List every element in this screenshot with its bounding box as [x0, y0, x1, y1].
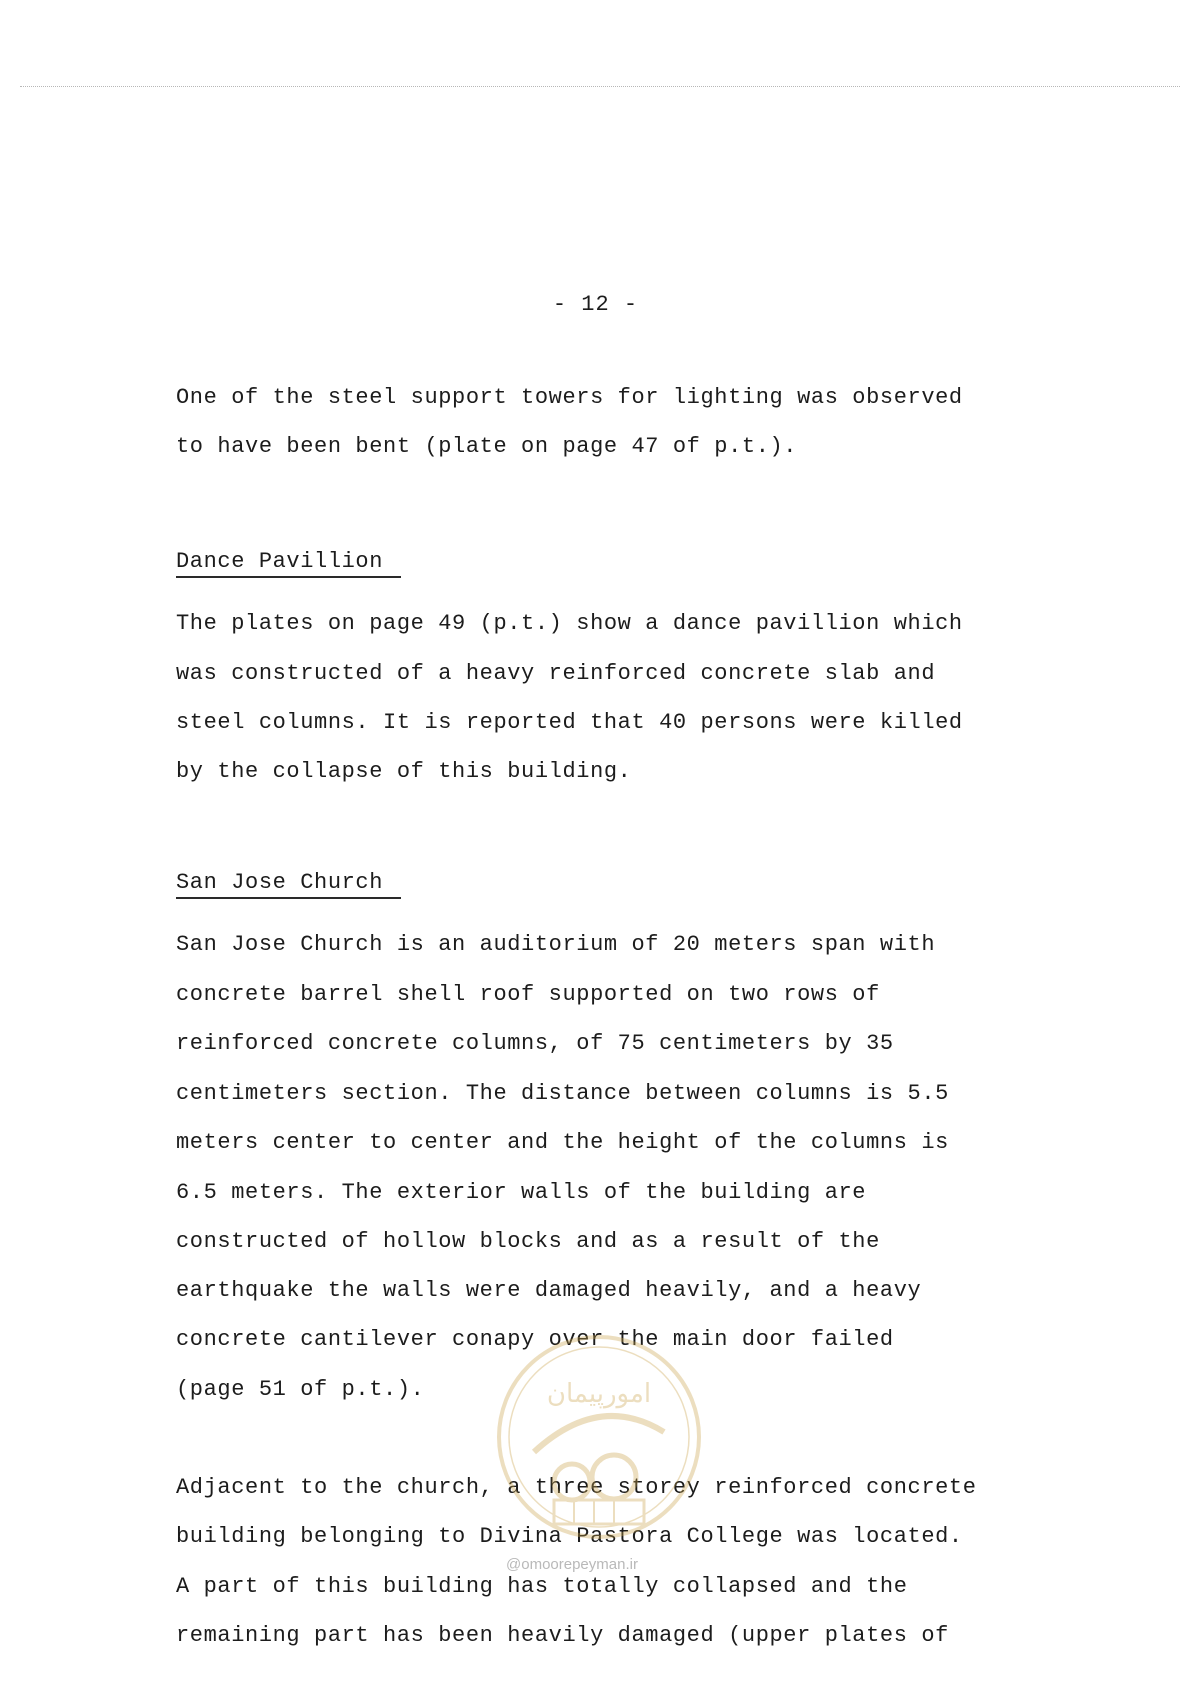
section-heading-dance-pavillion: Dance Pavillion [176, 548, 401, 578]
church-line: concrete barrel shell roof supported on two rows of [176, 982, 880, 1007]
church-line: reinforced concrete columns, of 75 centimeters by 35 [176, 1031, 894, 1056]
college-line: A part of this building has totally collapsed and the [176, 1574, 908, 1599]
dance-line: steel columns. It is reported that 40 persons were killed [176, 710, 963, 735]
watermark-caption: @omoorepeyman.ir [506, 1556, 638, 1573]
church-line: San Jose Church is an auditorium of 20 meters span with [176, 932, 936, 957]
dance-line: The plates on page 49 (p.t.) show a dance pavillion which [176, 611, 963, 636]
church-line: concrete cantilever conapy over the main door failed [176, 1327, 894, 1352]
svg-text:امورپیمان: امورپیمان [546, 1379, 652, 1409]
church-line: constructed of hollow blocks and as a result of the [176, 1229, 880, 1254]
dance-line: by the collapse of this building. [176, 759, 632, 784]
church-line: meters center to center and the height of the columns is [176, 1130, 949, 1155]
scan-artifact-line [20, 86, 1180, 87]
intro-line: One of the steel support towers for lighting was observed [176, 385, 963, 410]
intro-line: to have been bent (plate on page 47 of p.t.). [176, 434, 798, 459]
college-line: building belonging to Divina Pastora College was located. [176, 1524, 963, 1549]
church-line: (page 51 of p.t.). [176, 1377, 425, 1402]
section-heading-san-jose-church: San Jose Church [176, 869, 401, 899]
church-line: earthquake the walls were damaged heavily, and a heavy [176, 1278, 922, 1303]
church-line: centimeters section. The distance between columns is 5.5 [176, 1081, 949, 1106]
college-line: Adjacent to the church, a three storey reinforced concrete [176, 1475, 977, 1500]
watermark-logo [494, 1332, 704, 1542]
college-line: remaining part has been heavily damaged (upper plates of [176, 1623, 949, 1648]
dance-line: was constructed of a heavy reinforced concrete slab and [176, 661, 936, 686]
page-number: - 12 - [552, 292, 639, 317]
church-line: 6.5 meters. The exterior walls of the building are [176, 1180, 867, 1205]
